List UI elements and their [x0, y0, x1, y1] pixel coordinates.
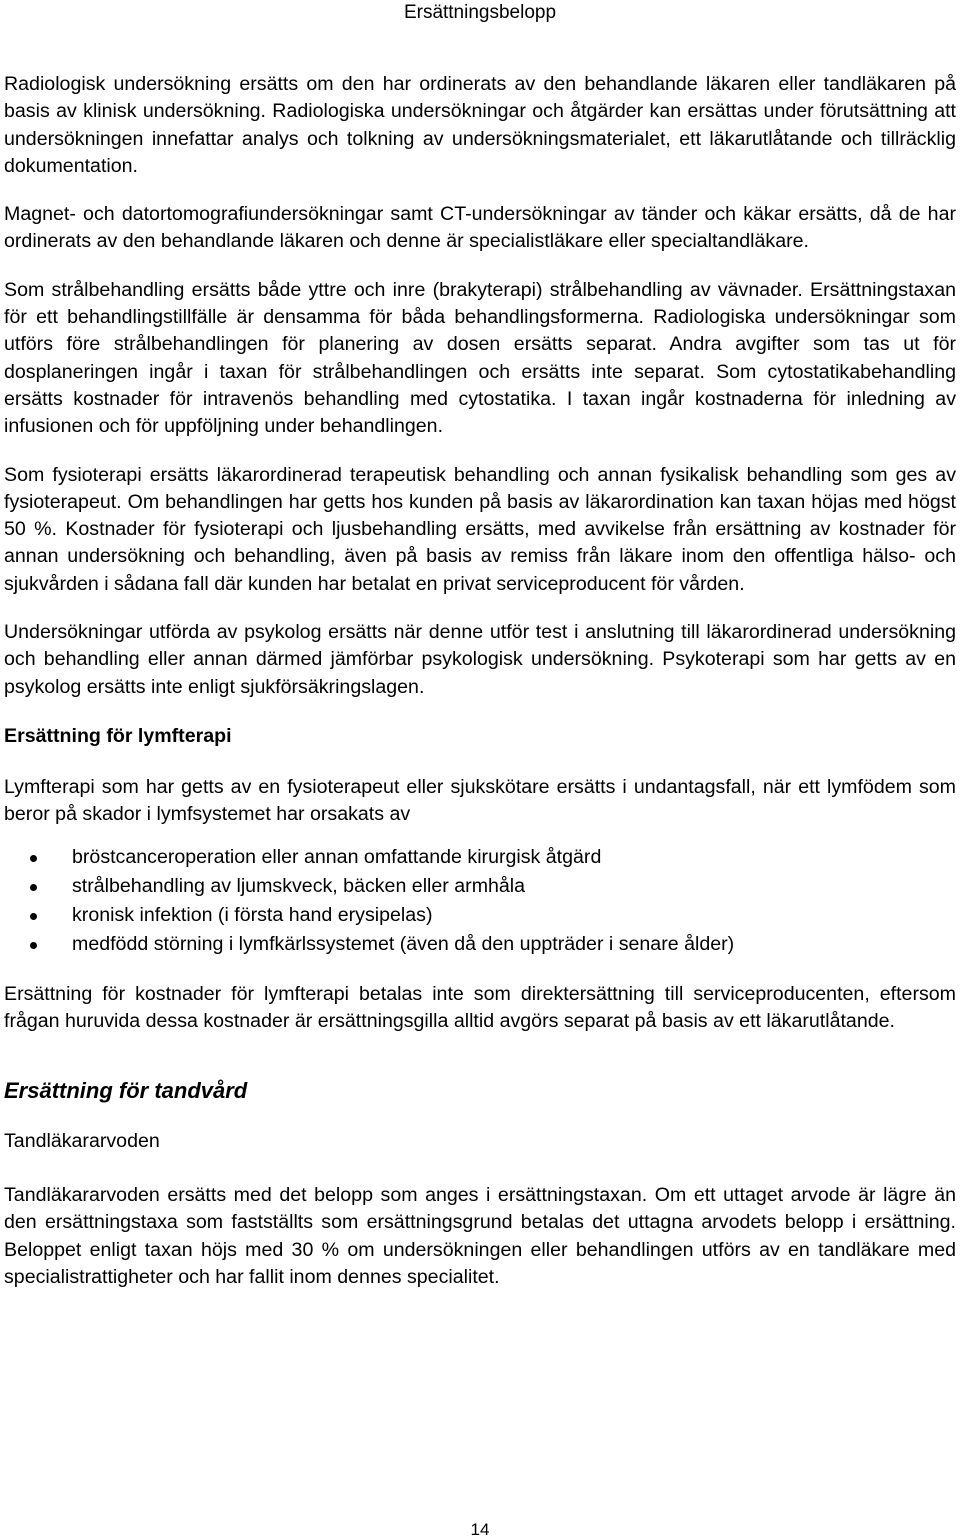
paragraph-radiotherapy: Som strålbehandling ersätts både yttre och inre (brakyterapi) strålbehandling av vävnader. Ersättningstaxan för ett behandlingstillfälle är densamma för båda behandlingsformerna. Radiologiska undersökningar som utförs före strålbehandlingen för planering av dosen ersätts separat. Andra avgifter som tas ut för dosplaneringen ingår i taxan för strålbehandlingen och ersätts inte separat. Som cytostatikabehandling ersätts kostnader för intravenös behandling med cytostatika. I taxan ingår kostnaderna för inledning av infusionen och för uppföljning under behandlingen. [4, 278, 956, 438]
subheading-dentist-fees: Tandläkararvoden [4, 1130, 160, 1153]
document-body [4, 71, 956, 1312]
page-number: 14 [470, 1520, 490, 1539]
list-item: medfödd störning i lymfkärlssystemet (även då den uppträder i senare ålder) [4, 930, 956, 959]
bullet-icon [30, 884, 37, 891]
heading-dental-care: Ersättning för tandvård [4, 1078, 248, 1104]
list-item: strålbehandling av ljumskveck, bäcken eller armhåla [4, 872, 956, 901]
paragraph-psychology: Undersökningar utförda av psykolog ersätts när denne utför test i anslutning till läkarordinerad undersökning och behandling eller annan därmed jämförbar psykologisk undersökning. Psykoterapi som har getts av en psykolog ersätts inte enligt sjukförsäkringslagen. [4, 621, 956, 698]
bullet-icon [30, 942, 37, 949]
paragraph-physiotherapy: Som fysioterapi ersätts läkarordinerad terapeutisk behandling och annan fysikalisk behandling som ges av fysioterapeut. Om behandlingen har getts hos kunden på basis av läkarordination kan taxan höjas med högst 50 %. Kostnader för fysioterapi och ljusbehandling ersätts, med avvikelse från ersättning av kostnader för annan undersökning och behandling, även på basis av remiss från läkare inom den offentliga hälso- och sjukvården i sådana fall där kunden har betalat en privat serviceproducent för vården. [4, 463, 956, 595]
lymph-causes-list [4, 843, 956, 959]
bullet-icon [30, 855, 37, 862]
paragraph-lymph-closing: Ersättning för kostnader för lymfterapi betalas inte som direktersättning till serviceproducenten, eftersom frågan huruvida dessa kostnader är ersättningsgilla alltid avgörs separat på basis av ett läkarutlåtande. [4, 982, 956, 1032]
heading-lymph-therapy: Ersättning för lymfterapi [4, 724, 232, 747]
paragraph-radiology: Radiologisk undersökning ersätts om den har ordinerats av den behandlande läkaren eller tandläkaren på basis av klinisk undersökning. Radiologiska undersökningar och åtgärder kan ersättas under förutsättning att undersökningen innefattar analys och tolkning av undersökningsmaterialet, ett läkarutlåtande och tillräcklig dokumentation. [4, 73, 956, 177]
paragraph-mri-ct: Magnet- och datortomografiundersökningar samt CT-undersökningar av tänder och käkar ersätts, då de har ordinerats av den behandlande läkaren och denne är specialistläkare eller specialtandläkare. [4, 203, 956, 253]
paragraph-lymph-intro: Lymfterapi som har getts av en fysioterapeut eller sjukskötare ersätts i undantagsfall, när ett lymfödem som beror på skador i lymfsystemet har orsakats av [4, 775, 956, 826]
list-item: kronisk infektion (i första hand erysipelas) [4, 901, 956, 930]
page-header: Ersättningsbelopp [403, 2, 557, 23]
paragraph-dentist-fees: Tandläkararvoden ersätts med det belopp som anges i ersättningstaxan. Om ett uttaget arvode är lägre än den ersättningstaxa som fastställts som ersättningsgrund betalas det uttagna arvodets belopp i ersättning. Beloppet enligt taxan höjs med 30 % om undersökningen eller behandlingen utförs av en tandläkare med specialistrattigheter och har fallit inom dennes specialitet. [4, 1184, 956, 1289]
bullet-icon [30, 913, 37, 920]
list-item: bröstcanceroperation eller annan omfattande kirurgisk åtgärd [4, 843, 956, 872]
